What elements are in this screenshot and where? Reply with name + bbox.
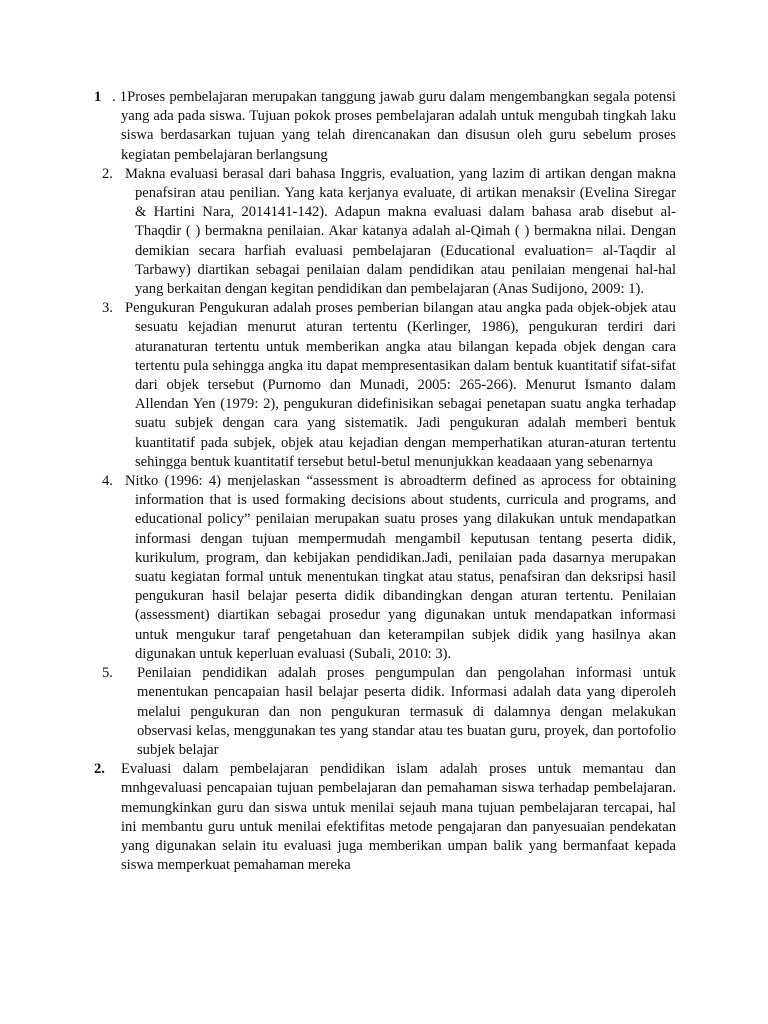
item-number: 1: [94, 89, 102, 105]
list-item-2: [94, 760, 676, 875]
sub-item-number: 3.: [102, 300, 113, 317]
item-text: Evaluasi dalam pembelajaran pendidikan islam adalah proses untuk memantau dan mnhgevaluasi pencapaian tujuan pembelajaran dan pemahaman siswa terhadap pembelajaran. memungkinkan guru dan siswa untuk menilai sejauh mana tujuan pembelajaran tercapai, hal ini membantu guru untuk menilai efektifitas metode pengajaran dan panyesuaian pendekatan yang digunakan selain itu evaluasi juga memberikan umpan balik yang bermanfaat kepada siswa memperkuat pemahaman mereka: [121, 761, 676, 874]
sub-item-5: [94, 664, 676, 760]
list-item-1: [94, 88, 676, 165]
sub-item-text: Proses pembelajaran merupakan tanggung jawab guru dalam mengembangkan segala potensi yang ada pada siswa. Tujuan pokok proses pembelajaran adalah untuk mengubah tingkah laku siswa berdasarkan tujuan yang telah direncanakan dan disusun oleh guru sebelum proses kegiatan pembelajaran berlangsung: [121, 89, 676, 163]
sub-item-number: 2.: [102, 165, 113, 182]
sub-item-text: Pengukuran Pengukuran adalah proses pemberian bilangan atau angka pada objek-objek atau sesuatu kejadian menurut aturan tertentu (Kerlinger, 1986), pengukuran terdiri dari aturanaturan tertentu untuk memberikan angka atau bilangan kepada objek dengan cara tertentu pula sehingga angka itu dapat mempresentasikan dalam bentuk kuantitatif sifat-sifat dari objek tersebut (Purnomo dan Munadi, 2005: 265-266). Menurut Ismanto dalam Allendan Yen (1979: 2), pengukuran didefinisikan sebagai penetapan suatu angka terhadap suatu subjek dengan cara yang sistematik. Jadi pengukuran adalah memberi bentuk kuantitatif pada subjek, objek atau kejadian dengan memperhatikan aturan-aturan tertentu sehingga bentuk kuantitatif tersebut betul-betul menunjukkan keadaaan yang sebenarnya: [125, 300, 676, 470]
sub-item-number: 4.: [102, 473, 113, 490]
sub-item-4: [94, 472, 676, 664]
sub-item-text: Penilaian pendidikan adalah proses pengumpulan dan pengolahan informasi untuk menentukan pencapaian hasil belajar peserta didik. Informasi adalah data yang diperoleh melalui pengukuran dan non pengukuran termasuk di dalamnya dengan melakukan observasi kelas, menggunakan tes yang standar atau tes buatan guru, proyek, dan portofolio subjek belajar: [137, 665, 676, 758]
sub-item-number: . 1: [112, 89, 128, 105]
sub-item-1: [112, 88, 676, 165]
document-body: [94, 88, 676, 875]
sub-item-text: Makna evaluasi berasal dari bahasa Inggris, evaluation, yang lazim di artikan dengan makna penafsiran atau penilian. Yang kata kerjanya evaluate, di artikan menaksir (Evelina Siregar & Hartini Nara, 2014141-142). Adapun makna evaluasi dalam bahasa arab disebut al-Thaqdir ( ) bermakna penilaian. Akar katanya adalah al-Qimah ( ) bermakna nilai. Dengan demikian secara harfiah evaluasi pembelajaran (Educational evaluation= al-Taqdir al Tarbawy) diartikan sebagai penilaian dalam pendidikan atau penilaian mengenai hal-hal yang berkaitan dengan kegitan pendidikan dan pembelajaran (Anas Sudijono, 2009: 1).: [125, 165, 676, 298]
sub-item-text: Nitko (1996: 4) menjelaskan “assessment is abroadterm defined as aprocess for obtaining information that is used formaking decisions about students, curricula and programs, and educational policy” penilaian merupakan suatu proses yang dilakukan untuk mendapatkan informasi dengan tujuan mempermudah mengambil keputusan tentang peserta didik, kurikulum, program, dan kebijakan pendidikan.Jadi, penilaian pada dasarnya merupakan suatu kegiatan formal untuk menentukan tingkat atau status, penafsiran dan deksripsi hasil pengukuran hasil belajar peserta didik dibandingkan dengan aturan tertentu. Penilaian (assessment) diartikan sebagai prosedur yang digunakan untuk mendapatkan informasi untuk mengukur taraf pengetahuan dan keterampilan subjek didik yang hasilnya akan digunakan untuk keperluan evaluasi (Subali, 2010: 3).: [125, 473, 676, 662]
sub-item-2: [94, 165, 676, 299]
sub-item-3: [94, 299, 676, 472]
item-number: 2.: [94, 761, 105, 778]
sub-item-number: 5.: [102, 665, 113, 682]
